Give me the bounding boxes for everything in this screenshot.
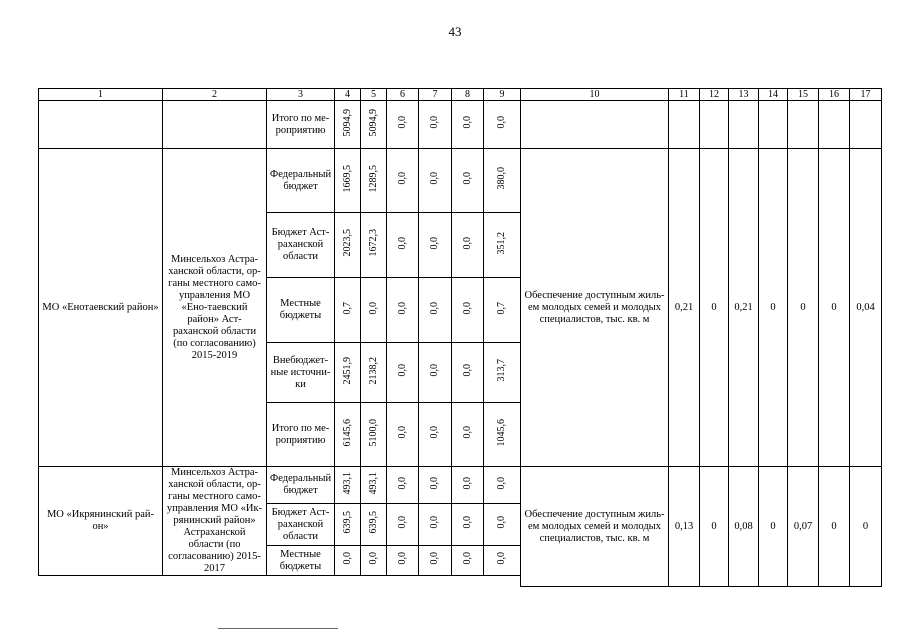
value-cell: 0,0 <box>484 467 521 504</box>
value-cell: 639,5 <box>335 504 361 546</box>
executor-cell: Минсельхоз Астра-ханской области, ор-ганы местного само-управления МО «Ик-рянинский район» Астраханской области (по согласованию) 2015-2017 <box>163 467 267 576</box>
source-cell: Местные бюджеты <box>267 278 335 343</box>
value-cell: 0,0 <box>452 278 484 343</box>
indicator-value: 0,08 <box>729 467 759 587</box>
value-cell: 2451,9 <box>335 343 361 403</box>
indicator-value: 0,13 <box>669 467 700 587</box>
table-row <box>39 101 521 149</box>
value-cell: 0,0 <box>361 278 387 343</box>
col-header: 14 <box>759 89 788 101</box>
empty-cell <box>669 101 700 149</box>
right-table <box>520 88 882 587</box>
indicator-value: 0 <box>759 149 788 467</box>
page-number: 43 <box>448 24 462 39</box>
col-header: 6 <box>387 89 419 101</box>
value-cell: 0,0 <box>387 467 419 504</box>
col-header: 8 <box>452 89 484 101</box>
value-cell: 0,0 <box>452 546 484 576</box>
value-cell: 0,0 <box>452 467 484 504</box>
indicator-value: 0,21 <box>729 149 759 467</box>
indicator-value: 0 <box>819 467 850 587</box>
value-cell: 0,0 <box>452 343 484 403</box>
source-cell: Итого по ме-роприятию <box>267 403 335 467</box>
table-row <box>521 467 882 587</box>
header-row <box>521 89 882 101</box>
value-cell: 380,0 <box>484 149 521 213</box>
value-cell: 351,2 <box>484 213 521 278</box>
source-cell: Федеральный бюджет <box>267 149 335 213</box>
value-cell: 313,7 <box>484 343 521 403</box>
header-row <box>39 89 521 101</box>
indicator-value: 0,04 <box>850 149 882 467</box>
value-cell: 5100,0 <box>361 403 387 467</box>
empty-cell <box>729 101 759 149</box>
source-cell: Внебюджет-ные источни-ки <box>267 343 335 403</box>
value-cell: 1669,5 <box>335 149 361 213</box>
indicator-value: 0 <box>819 149 850 467</box>
col-header: 15 <box>788 89 819 101</box>
value-cell: 0,0 <box>419 149 452 213</box>
empty-cell <box>850 101 882 149</box>
value-cell: 493,1 <box>335 467 361 504</box>
left-table <box>38 88 521 576</box>
empty-cell <box>759 101 788 149</box>
value-cell: 0,0 <box>387 504 419 546</box>
value-cell: 0,0 <box>484 546 521 576</box>
executor-cell: Минсельхоз Астра-ханской области, ор-ганы местного само-управления МО «Ено-таевский район» Аст-раханской области (по согласованию) 2015-2019 <box>163 149 267 467</box>
value-cell: 5094,9 <box>361 101 387 149</box>
col-header: 1 <box>39 89 163 101</box>
indicator-value: 0 <box>850 467 882 587</box>
col-header: 10 <box>521 89 669 101</box>
value-cell: 0,0 <box>419 403 452 467</box>
value-cell: 0,0 <box>419 504 452 546</box>
value-cell: 0,0 <box>419 343 452 403</box>
value-cell: 0,0 <box>452 149 484 213</box>
scan-artifact-line <box>218 628 338 631</box>
value-cell: 0,0 <box>484 504 521 546</box>
value-cell: 0,0 <box>419 546 452 576</box>
value-cell: 0,0 <box>387 403 419 467</box>
value-cell: 0,0 <box>387 101 419 149</box>
table-row <box>39 149 521 213</box>
col-header: 3 <box>267 89 335 101</box>
indicator-value: 0 <box>700 149 729 467</box>
municipality-cell: МО «Енотаевский район» <box>39 149 163 467</box>
source-cell: Местные бюджеты <box>267 546 335 576</box>
value-cell: 0,0 <box>387 149 419 213</box>
value-cell: 5094,9 <box>335 101 361 149</box>
indicator-cell: Обеспечение доступным жиль-ем молодых семей и молодых специалистов, тыс. кв. м <box>521 149 669 467</box>
col-header: 11 <box>669 89 700 101</box>
value-cell: 0,7 <box>335 278 361 343</box>
value-cell: 0,0 <box>452 101 484 149</box>
value-cell: 639,5 <box>361 504 387 546</box>
col-header: 17 <box>850 89 882 101</box>
indicator-value: 0 <box>700 467 729 587</box>
value-cell: 0,0 <box>387 546 419 576</box>
indicator-value: 0 <box>759 467 788 587</box>
indicator-value: 0,21 <box>669 149 700 467</box>
col-header: 12 <box>700 89 729 101</box>
value-cell: 0,0 <box>452 403 484 467</box>
value-cell: 0,0 <box>419 467 452 504</box>
value-cell: 0,0 <box>419 278 452 343</box>
value-cell: 0,0 <box>452 504 484 546</box>
value-cell: 1672,3 <box>361 213 387 278</box>
col-header: 4 <box>335 89 361 101</box>
value-cell: 0,0 <box>387 213 419 278</box>
value-cell: 1045,6 <box>484 403 521 467</box>
indicator-cell: Обеспечение доступным жиль-ем молодых семей и молодых специалистов, тыс. кв. м <box>521 467 669 587</box>
empty-cell <box>163 101 267 149</box>
value-cell: 0,0 <box>361 546 387 576</box>
table-row <box>521 101 882 149</box>
value-cell: 0,0 <box>484 101 521 149</box>
value-cell: 0,0 <box>419 213 452 278</box>
source-cell: Бюджет Аст-раханской области <box>267 213 335 278</box>
source-cell: Бюджет Аст-раханской области <box>267 504 335 546</box>
table-row <box>39 467 521 504</box>
value-cell: 0,0 <box>387 343 419 403</box>
col-header: 9 <box>484 89 521 101</box>
col-header: 5 <box>361 89 387 101</box>
table-row <box>521 149 882 467</box>
empty-cell <box>819 101 850 149</box>
col-header: 16 <box>819 89 850 101</box>
source-cell: Итого по ме-роприятию <box>267 101 335 149</box>
value-cell: 1289,5 <box>361 149 387 213</box>
col-header: 2 <box>163 89 267 101</box>
value-cell: 0,0 <box>335 546 361 576</box>
municipality-cell: МО «Икрянинский рай-он» <box>39 467 163 576</box>
empty-cell <box>521 101 669 149</box>
value-cell: 2138,2 <box>361 343 387 403</box>
empty-cell <box>39 101 163 149</box>
indicator-value: 0 <box>788 149 819 467</box>
value-cell: 6145,6 <box>335 403 361 467</box>
empty-cell <box>700 101 729 149</box>
indicator-value: 0,07 <box>788 467 819 587</box>
value-cell: 0,0 <box>452 213 484 278</box>
value-cell: 0,7 <box>484 278 521 343</box>
value-cell: 0,0 <box>387 278 419 343</box>
value-cell: 2023,5 <box>335 213 361 278</box>
value-cell: 0,0 <box>419 101 452 149</box>
empty-cell <box>788 101 819 149</box>
value-cell: 493,1 <box>361 467 387 504</box>
source-cell: Федеральный бюджет <box>267 467 335 504</box>
col-header: 7 <box>419 89 452 101</box>
col-header: 13 <box>729 89 759 101</box>
